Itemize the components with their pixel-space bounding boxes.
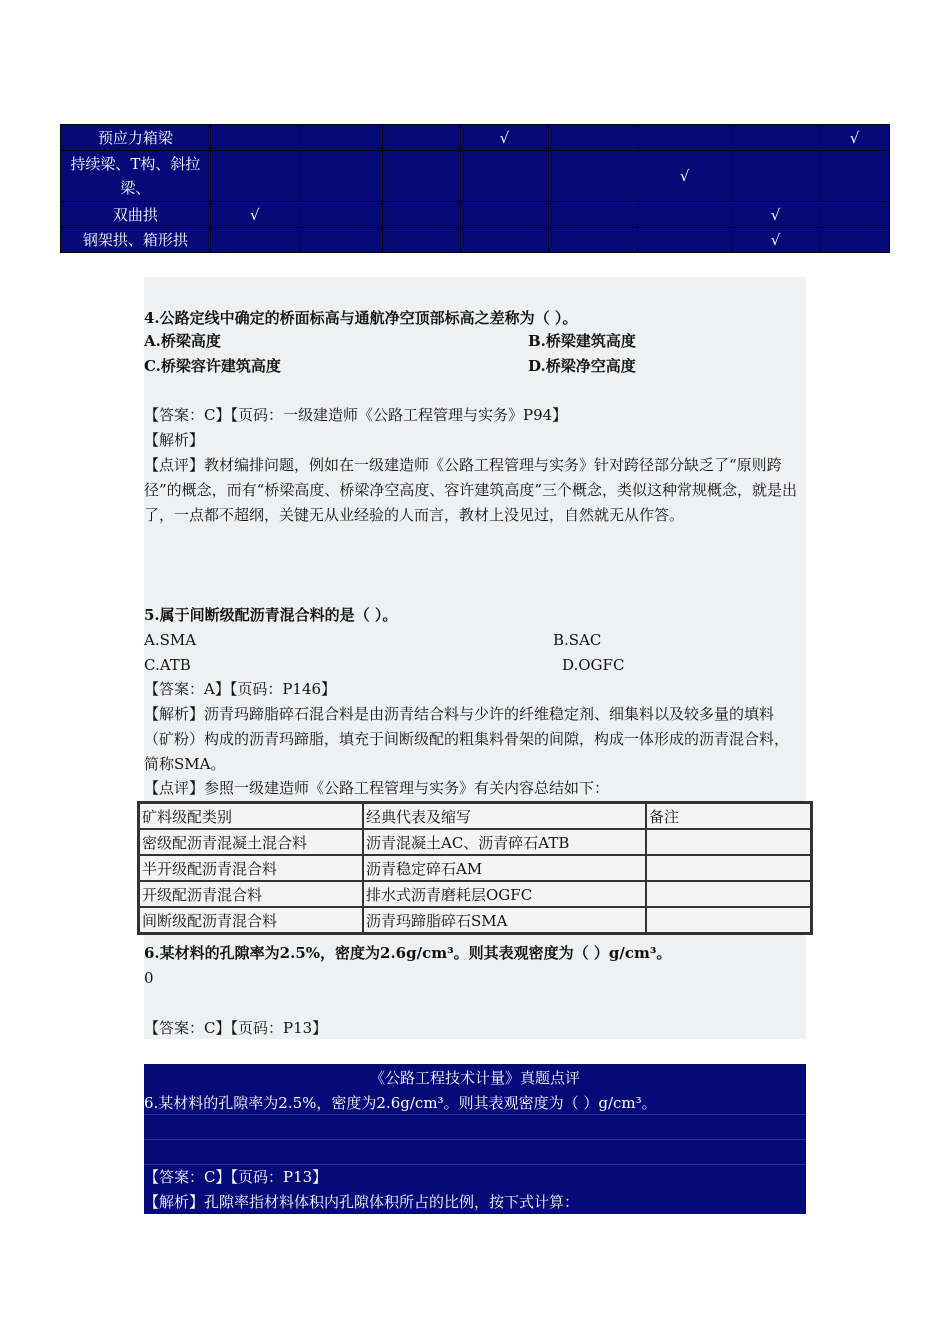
check-cell xyxy=(299,151,382,202)
check-cell: √ xyxy=(732,228,820,253)
review-answer: 【答案：C】【页码：P13】 xyxy=(144,1168,328,1186)
column-header: 备注 xyxy=(646,803,811,829)
bridge-type-table xyxy=(60,124,890,253)
table-row xyxy=(139,829,811,855)
column-header: 经典代表及缩写 xyxy=(363,803,646,829)
q5-option-d: D.OGFC xyxy=(562,656,625,674)
table-cell: 开级配沥青混合料 xyxy=(139,881,363,907)
check-cell xyxy=(460,202,549,228)
q4-analysis: 【解析】 xyxy=(144,431,205,449)
check-cell: √ xyxy=(820,125,890,151)
bridge-type-name: 双曲拱 xyxy=(61,202,211,228)
q5-answer: 【答案：A】【页码：P146】 xyxy=(144,680,337,698)
check-cell xyxy=(549,125,638,151)
check-cell: √ xyxy=(210,202,299,228)
review-panel xyxy=(144,1064,806,1214)
q4-answer: 【答案：C】【页码：一级建造师《公路工程管理与实务》P94】 xyxy=(144,406,568,424)
check-cell xyxy=(460,151,549,202)
table-cell: 沥青玛蹄脂碎石SMA xyxy=(363,907,646,933)
check-cell xyxy=(382,125,460,151)
review-question: 6.某材料的孔隙率为2.5%，密度为2.6g/cm³。则其表观密度为（ ）g/cm³。 xyxy=(144,1094,657,1112)
table-cell xyxy=(646,881,811,907)
check-cell xyxy=(638,202,732,228)
q4-question: 4.公路定线中确定的桥面标高与通航净空顶部标高之差称为（ ）。 xyxy=(144,309,578,327)
divider xyxy=(144,1139,806,1140)
table-cell: 密级配沥青混凝土混合料 xyxy=(139,829,363,855)
asphalt-mix-table xyxy=(137,801,813,935)
check-cell xyxy=(732,151,820,202)
check-cell: √ xyxy=(638,151,732,202)
check-cell xyxy=(549,151,638,202)
q5-option-b: B.SAC xyxy=(553,631,602,649)
review-title: 《公路工程技术计量》真题点评 xyxy=(369,1069,580,1087)
q5-comment: 【点评】参照一级建造师《公路工程管理与实务》有关内容总结如下： xyxy=(144,779,610,797)
table-cell xyxy=(646,907,811,933)
check-cell: √ xyxy=(732,202,820,228)
table-cell: 排水式沥青磨耗层OGFC xyxy=(363,881,646,907)
check-cell: √ xyxy=(460,125,549,151)
check-cell xyxy=(638,228,732,253)
table-row xyxy=(139,881,811,907)
table-cell: 沥青混凝土AC、沥青碎石ATB xyxy=(363,829,646,855)
q4-option-b: B.桥梁建筑高度 xyxy=(528,332,636,350)
check-cell xyxy=(382,151,460,202)
table-cell: 半开级配沥青混合料 xyxy=(139,855,363,881)
table-row xyxy=(139,907,811,933)
bridge-type-name: 预应力箱梁 xyxy=(61,125,211,151)
check-cell xyxy=(549,202,638,228)
table-row xyxy=(61,151,890,202)
table-row xyxy=(61,125,890,151)
q6-answer: 【答案：C】【页码：P13】 xyxy=(144,1019,328,1037)
table-cell xyxy=(646,829,811,855)
check-cell xyxy=(549,228,638,253)
check-cell xyxy=(210,125,299,151)
q6-extra: 0 xyxy=(144,969,154,987)
check-cell xyxy=(820,228,890,253)
q4-option-c: C.桥梁容许建筑高度 xyxy=(144,357,281,375)
question-panel xyxy=(144,277,806,1039)
table-cell: 间断级配沥青混合料 xyxy=(139,907,363,933)
q4-comment: 【点评】教材编排问题，例如在一级建造师《公路工程管理与实务》针对跨径部分缺乏了“原则跨径”的概念，而有“桥梁高度、桥梁净空高度、容许建筑高度”三个概念，类似这种常规概念，就是出了，一点都不超纲，关键无从业经验的人而言，教材上没见过，自然就无从作答。 xyxy=(144,456,798,524)
q5-option-a: A.SMA xyxy=(144,631,197,649)
check-cell xyxy=(210,228,299,253)
check-cell xyxy=(460,228,549,253)
q4-option-d: D.桥梁净空高度 xyxy=(528,357,636,375)
bridge-type-name: 持续梁、T构、斜拉梁、 xyxy=(61,151,211,202)
check-cell xyxy=(299,202,382,228)
q6-question: 6.某材料的孔隙率为2.5%，密度为2.6g/cm³。则其表观密度为（ ）g/cm³。 xyxy=(144,944,672,962)
check-cell xyxy=(382,228,460,253)
check-cell xyxy=(820,151,890,202)
q4-option-a: A.桥梁高度 xyxy=(144,332,221,350)
table-row xyxy=(61,202,890,228)
table-cell: 沥青稳定碎石AM xyxy=(363,855,646,881)
q5-option-c: C.ATB xyxy=(144,656,191,674)
check-cell xyxy=(382,202,460,228)
column-header: 矿料级配类别 xyxy=(139,803,363,829)
review-analysis: 【解析】孔隙率指材料体积内孔隙体积所占的比例，按下式计算： xyxy=(144,1193,580,1211)
bridge-type-name: 钢架拱、箱形拱 xyxy=(61,228,211,253)
check-cell xyxy=(299,125,382,151)
check-cell xyxy=(299,228,382,253)
check-cell xyxy=(732,125,820,151)
divider xyxy=(144,1114,806,1115)
table-row xyxy=(61,228,890,253)
table-cell xyxy=(646,855,811,881)
check-cell xyxy=(210,151,299,202)
q5-analysis: 【解析】沥青玛蹄脂碎石混合料是由沥青结合料与少许的纤维稳定剂、细集料以及较多量的填料（矿粉）构成的沥青玛蹄脂，填充于间断级配的粗集料骨架的间隙，构成一体形成的沥青混合料，简称SMA。 xyxy=(144,705,790,773)
check-cell xyxy=(638,125,732,151)
table-row xyxy=(139,855,811,881)
check-cell xyxy=(820,202,890,228)
table-header-row xyxy=(139,803,811,829)
q5-question: 5.属于间断级配沥青混合料的是（ ）。 xyxy=(144,606,398,624)
